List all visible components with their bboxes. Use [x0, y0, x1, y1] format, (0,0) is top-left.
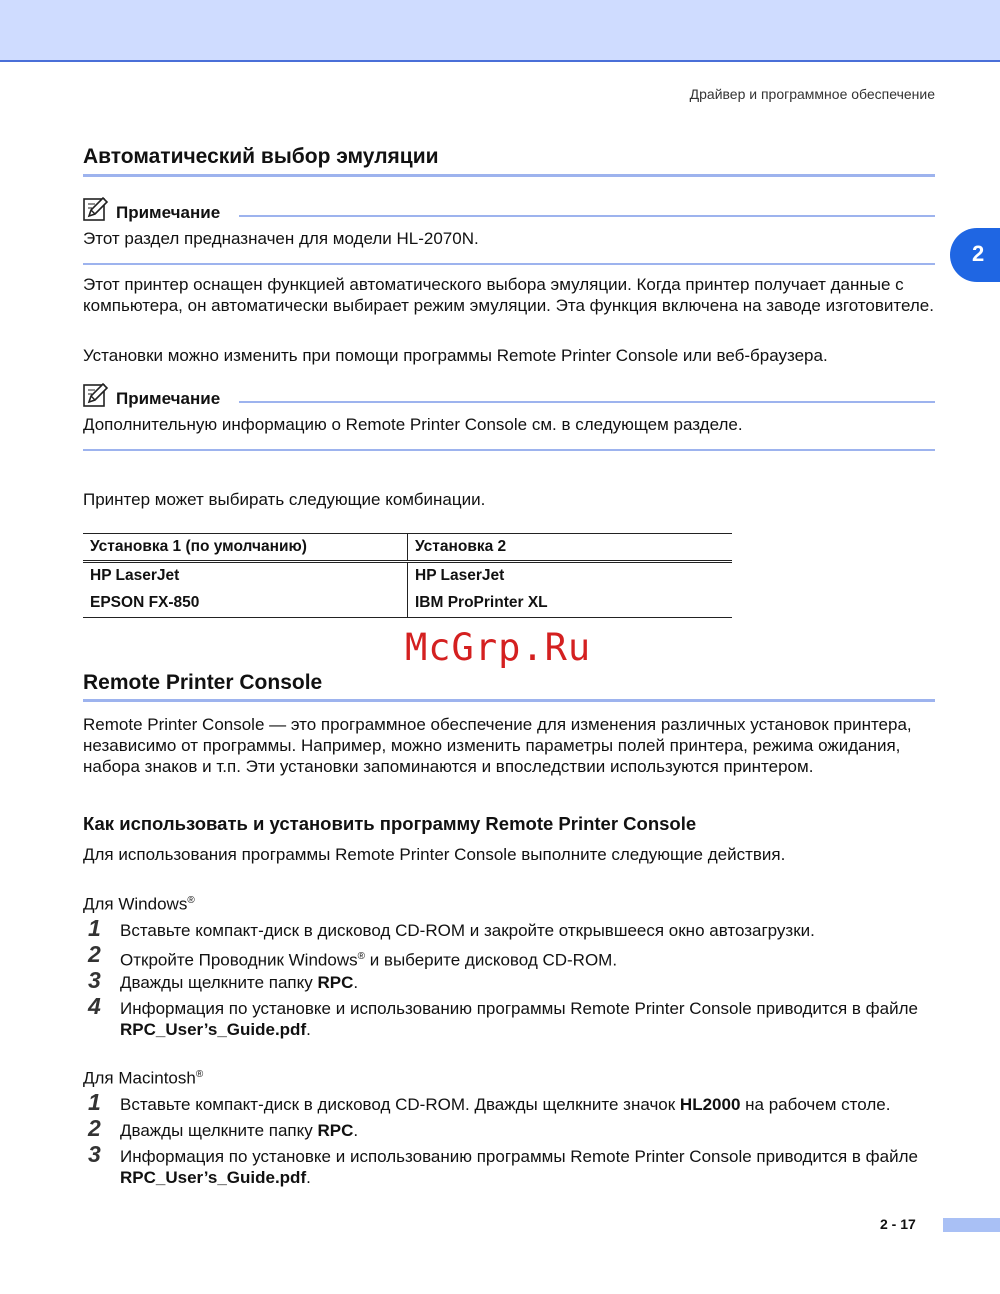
table-cell: HP LaserJet [90, 567, 180, 584]
table-cell: HP LaserJet [408, 562, 733, 591]
paragraph-emulation-intro: Этот принтер оснащен функцией автоматического выбора эмуляции. Когда принтер получает данные с компьютера, он автоматически выбирает режим эмуляции. Эта функция включена на заводе изготовителе. [83, 275, 934, 315]
paragraph-rpc-steps: Для использования программы Remote Printer Console выполните следующие действия. [83, 845, 786, 864]
table-header: Установка 2 [408, 534, 733, 562]
step-number: 1 [88, 1089, 101, 1115]
note-pencil-icon [83, 382, 109, 408]
note-pencil-icon [83, 196, 109, 222]
table-row [83, 590, 732, 618]
chapter-tab [950, 228, 1000, 282]
note-text: Этот раздел предназначен для модели HL-2070N. [83, 229, 479, 248]
table-header-row [83, 534, 732, 562]
step-number: 3 [88, 1141, 101, 1167]
paragraph-settings: Установки можно изменить при помощи программы Remote Printer Console или веб-браузера. [83, 346, 828, 365]
page-number: 2 - 17 [880, 1216, 916, 1232]
step-text: Вставьте компакт-диск в дисковод CD-ROM и закройте открывшееся окно автозагрузки. [120, 921, 815, 940]
table-header: Установка 1 (по умолчанию) [83, 534, 408, 562]
mac-label: Для Macintosh® [83, 1068, 204, 1088]
step-number: 1 [88, 915, 101, 941]
emulation-table [83, 533, 732, 618]
header-band [0, 0, 1000, 62]
step-text: Дважды щелкните папку RPC. [120, 973, 359, 992]
note-label: Примечание [116, 389, 221, 408]
page-number-bar [943, 1218, 1000, 1232]
note-text: Дополнительную информацию о Remote Printer Console см. в следующем разделе. [83, 415, 743, 434]
section-title-rule [83, 174, 935, 177]
section-title-emulation: Автоматический выбор эмуляции [83, 145, 439, 168]
section-title-rpc: Remote Printer Console [83, 671, 323, 694]
step-text: Информация по установке и использованию программы Remote Printer Console приводится в файле RPC_User’s_Guide.pdf. [120, 1147, 918, 1187]
step-number: 3 [88, 967, 101, 993]
chapter-number: 2 [972, 241, 985, 266]
step-text: Дважды щелкните папку RPC. [120, 1121, 359, 1140]
windows-label: Для Windows® [83, 894, 195, 914]
paragraph-rpc-intro: Remote Printer Console — это программное обеспечение для изменения различных установок принтера, независимо от программы. Например, можно изменить параметры полей принтера, режима ожидания, набора знаков и т.п. Эти установки запоминаются и впоследствии используются принтером. [83, 715, 912, 776]
table-cell: EPSON FX-850 [83, 590, 408, 618]
step-text: Вставьте компакт-диск в дисковод CD-ROM. Дважды щелкните значок HL2000 на рабочем столе. [120, 1095, 891, 1114]
watermark: McGrp.Ru [405, 626, 592, 669]
step-text: Информация по установке и использованию программы Remote Printer Console приводится в файле RPC_User’s_Guide.pdf. [120, 999, 918, 1039]
subsection-title: Как использовать и установить программу Remote Printer Console [83, 813, 697, 834]
step-number: 2 [88, 941, 101, 967]
note-rule [239, 401, 935, 403]
paragraph-combinations: Принтер может выбирать следующие комбинации. [83, 490, 486, 509]
table-row [83, 562, 732, 591]
note-label: Примечание [116, 203, 221, 222]
note-end-rule [83, 263, 935, 265]
table-cell: IBM ProPrinter XL [408, 590, 733, 618]
note-end-rule [83, 449, 935, 451]
step-number: 2 [88, 1115, 101, 1141]
running-title: Драйвер и программное обеспечение [689, 86, 935, 102]
section-title-rule [83, 699, 935, 702]
note-rule [239, 215, 935, 217]
step-text: Откройте Проводник Windows® и выберите дисковод CD-ROM. [120, 950, 618, 970]
step-number: 4 [88, 993, 101, 1019]
